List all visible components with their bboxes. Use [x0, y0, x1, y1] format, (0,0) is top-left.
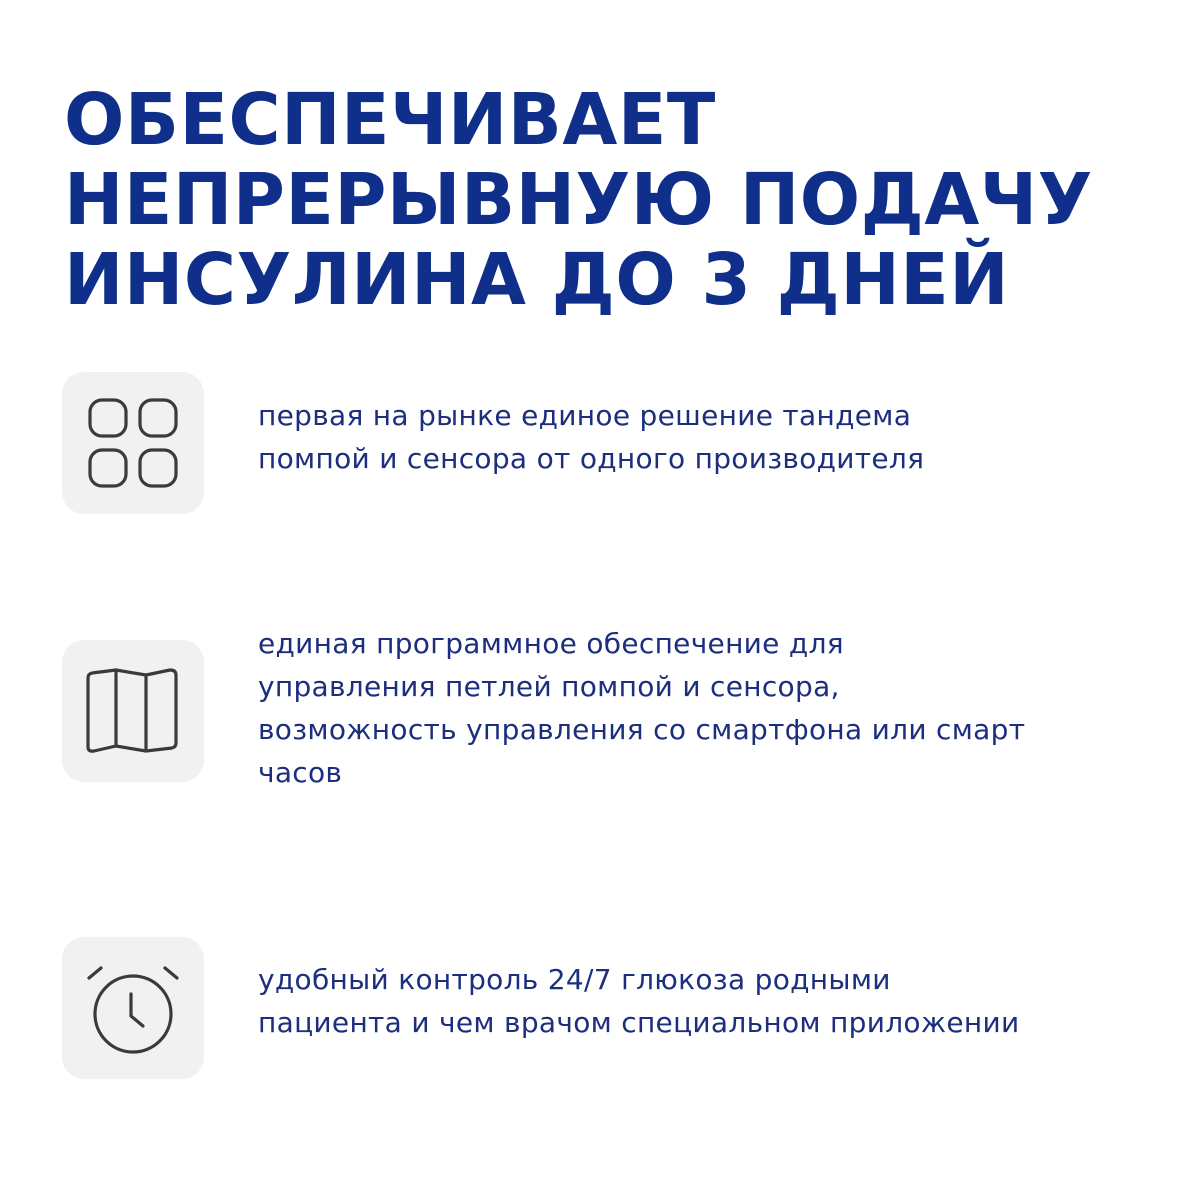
feature-line: возможность управления со смартфона или смарт	[258, 713, 1026, 746]
title-line: НЕПРЕРЫВНУЮ ПОДАЧУ	[64, 158, 1093, 241]
alarm-clock-icon	[62, 937, 204, 1079]
apps-grid-icon	[62, 372, 204, 514]
feature-line: удобный контроль 24/7 глюкоза родными	[258, 963, 891, 996]
feature-line: помпой и сенсора от одного производителя	[258, 442, 925, 475]
feature-description	[258, 622, 1108, 794]
feature-line: часов	[258, 756, 343, 789]
feature-line: единая программное обеспечение для	[258, 627, 844, 660]
title-line: ОБЕСПЕЧИВАЕТ	[64, 78, 716, 161]
feature-description	[258, 958, 1108, 1044]
feature-line: пациента и чем врачом специальном приложении	[258, 1006, 1020, 1039]
title-line: ИНСУЛИНА ДО 3 ДНЕЙ	[64, 238, 1010, 321]
map-icon	[62, 640, 204, 782]
feature-line: первая на рынке единое решение тандема	[258, 399, 912, 432]
feature-description	[258, 394, 1108, 480]
page-title	[64, 80, 1144, 320]
feature-line: управления петлей помпой и сенсора,	[258, 670, 840, 703]
